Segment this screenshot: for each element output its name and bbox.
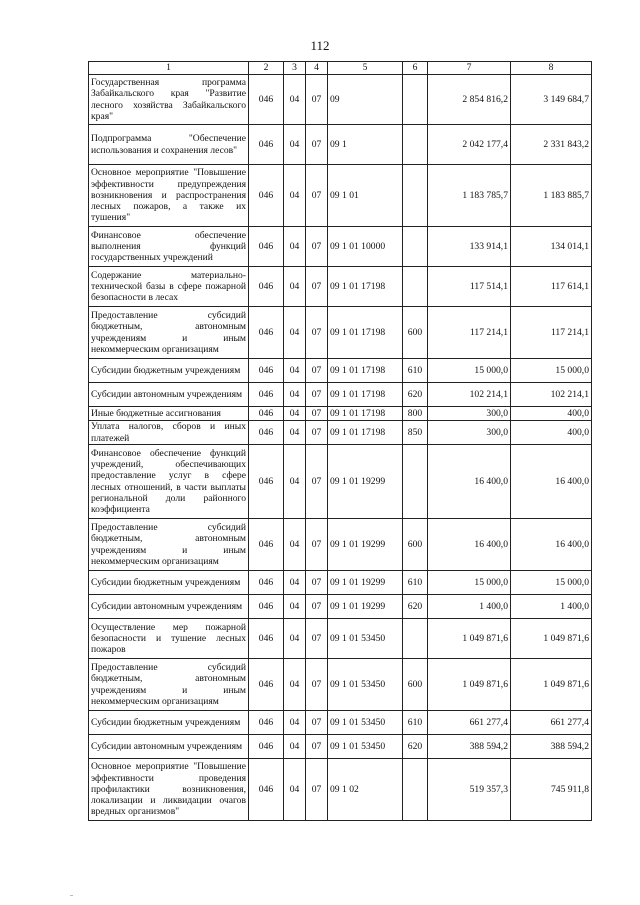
row-name: Финансовое обеспечение функций учреждений, обеспечивающих предоставление услуг в сфере лесных отношений, в части выплаты региональной доли районного коэффициента — [89, 445, 249, 519]
amount-year-1: 16 400,0 — [428, 519, 511, 571]
row-name: Предоставление субсидий бюджетным, автономным учреждениям и иным некоммерческим организациям — [89, 659, 249, 711]
table-row — [89, 227, 592, 267]
row-name: Содержание материально-технической базы в сфере пожарной безопасности в лесах — [89, 267, 249, 307]
amount-year-1: 1 400,0 — [428, 595, 511, 619]
target-article-code: 09 1 01 17198 — [328, 307, 403, 359]
target-article-code: 09 — [328, 75, 403, 125]
amount-year-2: 16 400,0 — [511, 519, 592, 571]
amount-year-2: 117 614,1 — [511, 267, 592, 307]
amount-year-1: 15 000,0 — [428, 359, 511, 383]
expense-type-code — [403, 759, 428, 821]
target-article-code: 09 1 01 — [328, 165, 403, 227]
admin-code: 046 — [249, 383, 284, 407]
amount-year-1: 2 854 816,2 — [428, 75, 511, 125]
expense-type-code: 800 — [403, 407, 428, 421]
section-code: 04 — [284, 711, 306, 735]
page-number: 112 — [310, 38, 330, 53]
table-row — [89, 759, 592, 821]
section-code: 04 — [284, 619, 306, 659]
section-code: 04 — [284, 359, 306, 383]
row-name: Финансовое обеспечение выполнения функций государственных учреждений — [89, 227, 249, 267]
table-row — [89, 407, 592, 421]
expense-type-code: 610 — [403, 571, 428, 595]
admin-code: 046 — [249, 407, 284, 421]
amount-year-2: 15 000,0 — [511, 571, 592, 595]
amount-year-2: 117 214,1 — [511, 307, 592, 359]
amount-year-2: 400,0 — [511, 421, 592, 445]
admin-code: 046 — [249, 125, 284, 165]
subsection-code: 07 — [306, 125, 328, 165]
expense-type-code: 620 — [403, 383, 428, 407]
amount-year-1: 16 400,0 — [428, 445, 511, 519]
amount-year-1: 300,0 — [428, 421, 511, 445]
target-article-code: 09 1 — [328, 125, 403, 165]
amount-year-1: 133 914,1 — [428, 227, 511, 267]
section-code: 04 — [284, 383, 306, 407]
row-name: Предоставление субсидий бюджетным, автономным учреждениям и иным некоммерческим организациям — [89, 519, 249, 571]
expense-type-code — [403, 227, 428, 267]
header-cell: 3 — [284, 62, 306, 75]
amount-year-2: 745 911,8 — [511, 759, 592, 821]
table-row — [89, 595, 592, 619]
target-article-code: 09 1 01 53450 — [328, 659, 403, 711]
subsection-code: 07 — [306, 571, 328, 595]
table-row — [89, 75, 592, 125]
table-row — [89, 519, 592, 571]
subsection-code: 07 — [306, 711, 328, 735]
table-row — [89, 165, 592, 227]
target-article-code: 09 1 01 19299 — [328, 571, 403, 595]
row-name: Государственная программа Забайкальского края "Развитие лесного хозяйства Забайкальского края" — [89, 75, 249, 125]
amount-year-2: 661 277,4 — [511, 711, 592, 735]
row-name: Субсидии автономным учреждениям — [89, 383, 249, 407]
subsection-code: 07 — [306, 383, 328, 407]
expense-type-code — [403, 75, 428, 125]
expense-type-code: 610 — [403, 359, 428, 383]
admin-code: 046 — [249, 165, 284, 227]
section-code: 04 — [284, 421, 306, 445]
amount-year-2: 102 214,1 — [511, 383, 592, 407]
table-row — [89, 359, 592, 383]
expense-type-code: 850 — [403, 421, 428, 445]
table-header-row — [89, 62, 592, 75]
header-cell: 6 — [403, 62, 428, 75]
subsection-code: 07 — [306, 759, 328, 821]
row-name: Субсидии автономным учреждениям — [89, 735, 249, 759]
admin-code: 046 — [249, 735, 284, 759]
table-row — [89, 711, 592, 735]
amount-year-2: 15 000,0 — [511, 359, 592, 383]
target-article-code: 09 1 01 17198 — [328, 421, 403, 445]
header-cell: 4 — [306, 62, 328, 75]
target-article-code: 09 1 01 19299 — [328, 445, 403, 519]
target-article-code: 09 1 01 53450 — [328, 711, 403, 735]
expense-type-code — [403, 165, 428, 227]
section-code: 04 — [284, 571, 306, 595]
subsection-code: 07 — [306, 75, 328, 125]
section-code: 04 — [284, 407, 306, 421]
row-name: Осуществление мер пожарной безопасности и тушение лесных пожаров — [89, 619, 249, 659]
row-name: Основное мероприятие "Повышение эффективности проведения профилактики возникновения, локализации и ликвидации очагов вредных организмов" — [89, 759, 249, 821]
amount-year-2: 3 149 684,7 — [511, 75, 592, 125]
target-article-code: 09 1 02 — [328, 759, 403, 821]
row-name: Субсидии бюджетным учреждениям — [89, 571, 249, 595]
section-code: 04 — [284, 75, 306, 125]
expense-type-code: 600 — [403, 307, 428, 359]
table-row — [89, 307, 592, 359]
admin-code: 046 — [249, 267, 284, 307]
section-code: 04 — [284, 445, 306, 519]
amount-year-2: 400,0 — [511, 407, 592, 421]
amount-year-1: 15 000,0 — [428, 571, 511, 595]
expense-type-code — [403, 445, 428, 519]
row-name: Субсидии бюджетным учреждениям — [89, 711, 249, 735]
table-row — [89, 735, 592, 759]
subsection-code: 07 — [306, 595, 328, 619]
row-name: Основное мероприятие "Повышение эффективности предупреждения возникновения и распространения лесных пожаров, а также их тушения" — [89, 165, 249, 227]
section-code: 04 — [284, 659, 306, 711]
amount-year-1: 1 183 785,7 — [428, 165, 511, 227]
target-article-code: 09 1 01 53450 — [328, 619, 403, 659]
target-article-code: 09 1 01 19299 — [328, 595, 403, 619]
expense-type-code: 620 — [403, 595, 428, 619]
header-cell: 8 — [511, 62, 592, 75]
row-name: Иные бюджетные ассигнования — [89, 407, 249, 421]
admin-code: 046 — [249, 307, 284, 359]
table-row — [89, 421, 592, 445]
section-code: 04 — [284, 307, 306, 359]
admin-code: 046 — [249, 659, 284, 711]
amount-year-1: 519 357,3 — [428, 759, 511, 821]
expense-type-code: 600 — [403, 519, 428, 571]
subsection-code: 07 — [306, 307, 328, 359]
admin-code: 046 — [249, 421, 284, 445]
target-article-code: 09 1 01 17198 — [328, 383, 403, 407]
amount-year-1: 102 214,1 — [428, 383, 511, 407]
target-article-code: 09 1 01 53450 — [328, 735, 403, 759]
header-cell: 2 — [249, 62, 284, 75]
expense-type-code — [403, 267, 428, 307]
amount-year-1: 2 042 177,4 — [428, 125, 511, 165]
subsection-code: 07 — [306, 407, 328, 421]
table-row — [89, 571, 592, 595]
row-name: Субсидии автономным учреждениям — [89, 595, 249, 619]
expense-type-code: 600 — [403, 659, 428, 711]
amount-year-2: 2 331 843,2 — [511, 125, 592, 165]
section-code: 04 — [284, 125, 306, 165]
subsection-code: 07 — [306, 267, 328, 307]
amount-year-1: 1 049 871,6 — [428, 659, 511, 711]
table-row — [89, 125, 592, 165]
section-code: 04 — [284, 519, 306, 571]
admin-code: 046 — [249, 359, 284, 383]
subsection-code: 07 — [306, 659, 328, 711]
row-name: Уплата налогов, сборов и иных платежей — [89, 421, 249, 445]
amount-year-2: 1 400,0 — [511, 595, 592, 619]
admin-code: 046 — [249, 595, 284, 619]
table-row — [89, 659, 592, 711]
target-article-code: 09 1 01 19299 — [328, 519, 403, 571]
target-article-code: 09 1 01 17198 — [328, 267, 403, 307]
section-code: 04 — [284, 165, 306, 227]
section-code: 04 — [284, 759, 306, 821]
section-code: 04 — [284, 595, 306, 619]
amount-year-1: 388 594,2 — [428, 735, 511, 759]
expense-type-code: 610 — [403, 711, 428, 735]
target-article-code: 09 1 01 17198 — [328, 359, 403, 383]
admin-code: 046 — [249, 571, 284, 595]
admin-code: 046 — [249, 711, 284, 735]
admin-code: 046 — [249, 445, 284, 519]
subsection-code: 07 — [306, 519, 328, 571]
expense-type-code — [403, 619, 428, 659]
subsection-code: 07 — [306, 445, 328, 519]
table-row — [89, 619, 592, 659]
subsection-code: 07 — [306, 421, 328, 445]
target-article-code: 09 1 01 10000 — [328, 227, 403, 267]
amount-year-2: 134 014,1 — [511, 227, 592, 267]
row-name: Предоставление субсидий бюджетным, автономным учреждениям и иным некоммерческим организациям — [89, 307, 249, 359]
subsection-code: 07 — [306, 359, 328, 383]
header-cell: 7 — [428, 62, 511, 75]
admin-code: 046 — [249, 519, 284, 571]
section-code: 04 — [284, 267, 306, 307]
section-code: 04 — [284, 227, 306, 267]
table-row — [89, 445, 592, 519]
scan-artifact — [70, 895, 73, 896]
amount-year-1: 117 514,1 — [428, 267, 511, 307]
amount-year-2: 16 400,0 — [511, 445, 592, 519]
subsection-code: 07 — [306, 227, 328, 267]
header-cell: 1 — [89, 62, 249, 75]
amount-year-1: 300,0 — [428, 407, 511, 421]
admin-code: 046 — [249, 619, 284, 659]
amount-year-2: 388 594,2 — [511, 735, 592, 759]
subsection-code: 07 — [306, 619, 328, 659]
budget-table — [88, 61, 592, 821]
header-cell: 5 — [328, 62, 403, 75]
amount-year-1: 117 214,1 — [428, 307, 511, 359]
amount-year-2: 1 183 885,7 — [511, 165, 592, 227]
subsection-code: 07 — [306, 735, 328, 759]
table-row — [89, 267, 592, 307]
admin-code: 046 — [249, 227, 284, 267]
subsection-code: 07 — [306, 165, 328, 227]
amount-year-2: 1 049 871,6 — [511, 659, 592, 711]
admin-code: 046 — [249, 75, 284, 125]
amount-year-2: 1 049 871,6 — [511, 619, 592, 659]
row-name: Субсидии бюджетным учреждениям — [89, 359, 249, 383]
section-code: 04 — [284, 735, 306, 759]
expense-type-code — [403, 125, 428, 165]
amount-year-1: 1 049 871,6 — [428, 619, 511, 659]
admin-code: 046 — [249, 759, 284, 821]
row-name: Подпрограмма "Обеспечение использования и сохранения лесов" — [89, 125, 249, 165]
target-article-code: 09 1 01 17198 — [328, 407, 403, 421]
expense-type-code: 620 — [403, 735, 428, 759]
amount-year-1: 661 277,4 — [428, 711, 511, 735]
table-row — [89, 383, 592, 407]
